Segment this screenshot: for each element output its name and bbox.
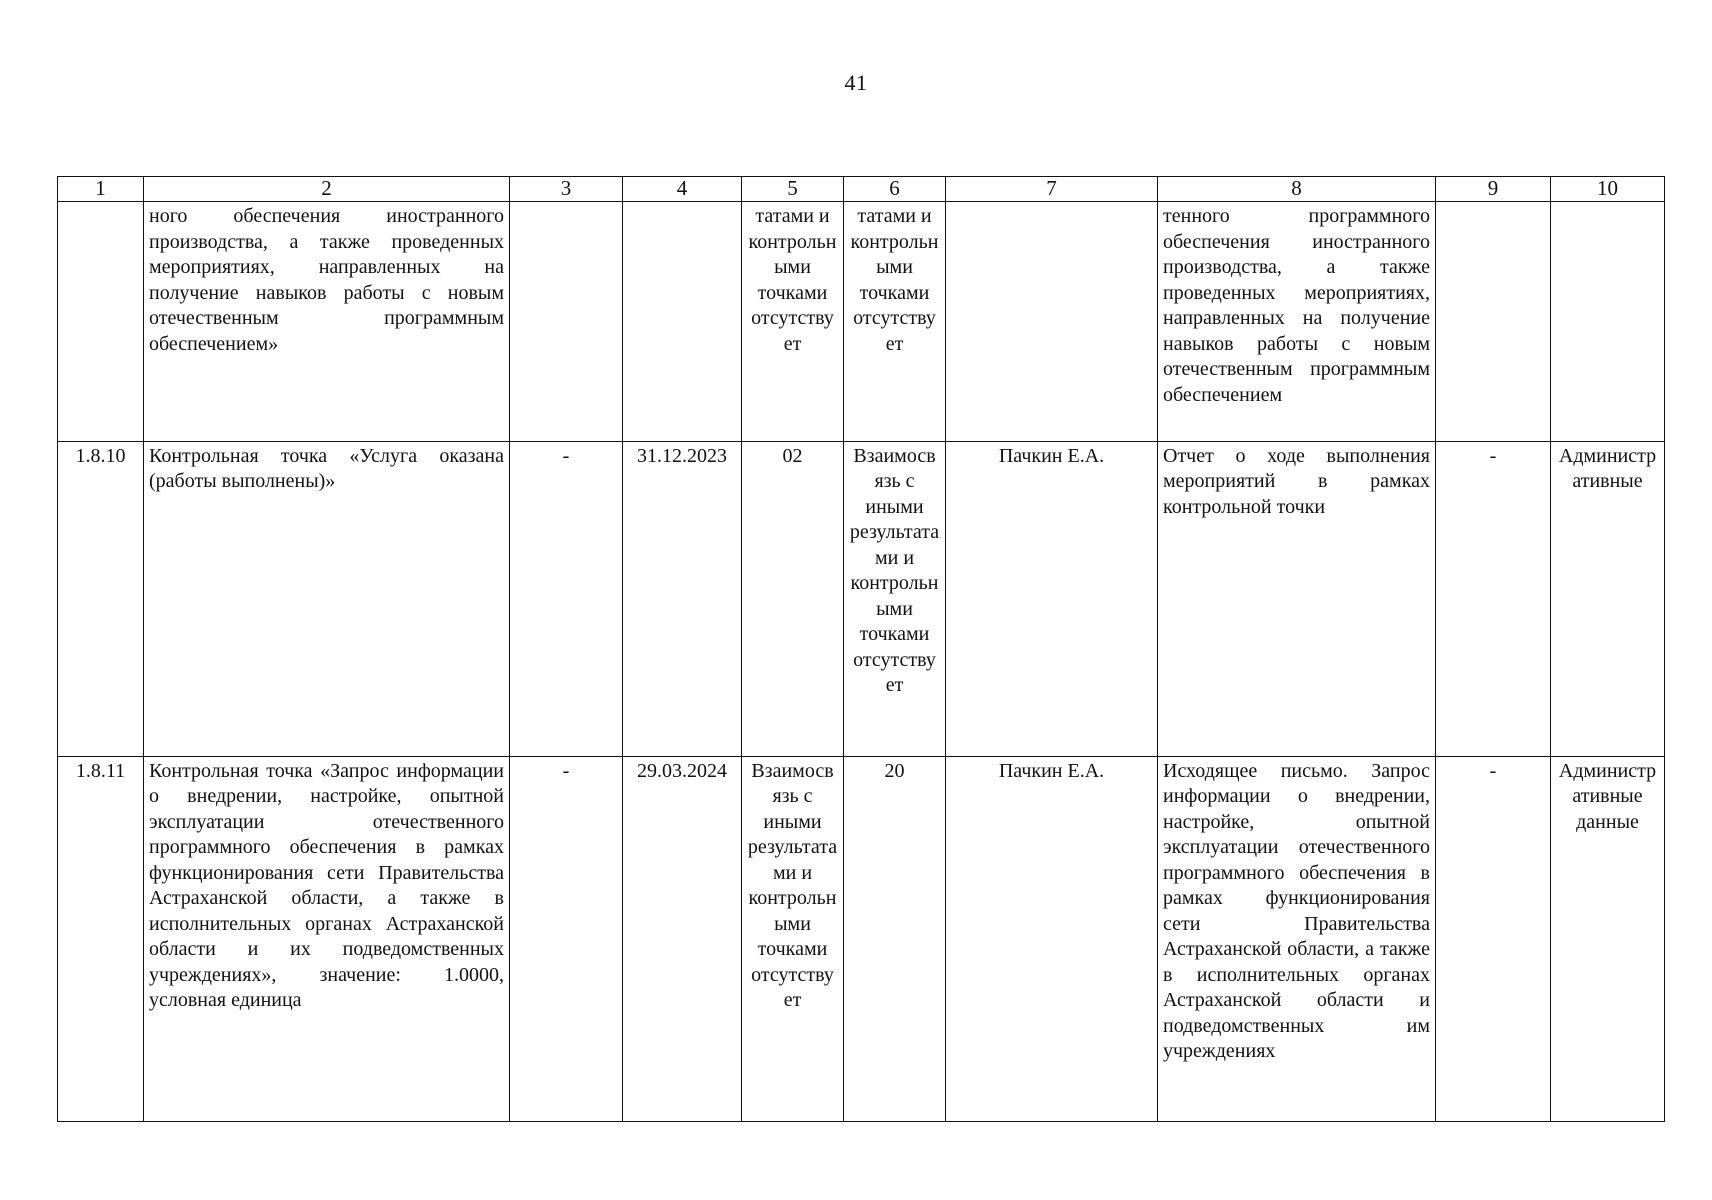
cell-col6: татами и контрольными точками отсутствует	[844, 202, 946, 442]
document-description: Отчет о ходе выполнения мероприятий в рамках контрольной точки	[1158, 441, 1436, 756]
cell-col3: -	[510, 756, 623, 1121]
column-header: 5	[742, 177, 844, 202]
column-header: 3	[510, 177, 623, 202]
cell-col5: татами и контрольными точками отсутствует	[742, 202, 844, 442]
column-header: 9	[1436, 177, 1551, 202]
due-date: 31.12.2023	[623, 441, 742, 756]
row-number: 1.8.11	[58, 756, 144, 1121]
responsible-person	[946, 202, 1158, 442]
due-date	[623, 202, 742, 442]
responsible-person: Пачкин Е.А.	[946, 756, 1158, 1121]
column-header: 4	[623, 177, 742, 202]
event-name: Контрольная точка «Запрос информации о внедрении, настройке, опытной эксплуатации отечественного программного обеспечения в рамках функционирования сети Правительства Астраханской области, а также в исполнительных органах Астраханской области и их подведомственных учреждениях», значение: 1.0000, условная единица	[144, 756, 510, 1121]
table-header-row	[58, 177, 1665, 202]
event-name: Контрольная точка «Услуга оказана (работы выполнены)»	[144, 441, 510, 756]
data-type	[1551, 202, 1665, 442]
column-header: 2	[144, 177, 510, 202]
cell-col9: -	[1436, 756, 1551, 1121]
column-header: 6	[844, 177, 946, 202]
column-header: 10	[1551, 177, 1665, 202]
page-number: 41	[844, 70, 868, 95]
table-row	[58, 202, 1665, 442]
cell-col9: -	[1436, 441, 1551, 756]
data-type: Административные	[1551, 441, 1665, 756]
table-row	[58, 756, 1665, 1121]
cell-col3	[510, 202, 623, 442]
cell-col3: -	[510, 441, 623, 756]
document-description: Исходящее письмо. Запрос информации о внедрении, настройке, опытной эксплуатации отечественного программного обеспечения в рамках функционирования сети Правительства Астраханской области, а также в исполнительных органах Астраханской области и подведомственных им учреждениях	[1158, 756, 1436, 1121]
data-type: Административные данные	[1551, 756, 1665, 1121]
column-header: 1	[58, 177, 144, 202]
document-description: тенного программного обеспечения иностранного производства, а также проведенных мероприятиях, направленных на получение навыков работы с новым отечественным программным обеспечением	[1158, 202, 1436, 442]
due-date: 29.03.2024	[623, 756, 742, 1121]
row-number	[58, 202, 144, 442]
row-number: 1.8.10	[58, 441, 144, 756]
responsible-person: Пачкин Е.А.	[946, 441, 1158, 756]
cell-col6: 20	[844, 756, 946, 1121]
column-header: 8	[1158, 177, 1436, 202]
cell-col5: 02	[742, 441, 844, 756]
cell-col9	[1436, 202, 1551, 442]
cell-col6: Взаимосвязь с иными результатами и контрольными точками отсутствует	[844, 441, 946, 756]
cell-col5: Взаимосвязь с иными результатами и контрольными точками отсутствует	[742, 756, 844, 1121]
control-points-table	[57, 176, 1665, 1122]
column-header: 7	[946, 177, 1158, 202]
event-name: ного обеспечения иностранного производства, а также проведенных мероприятиях, направленных на получение навыков работы с новым отечественным программным обеспечением»	[144, 202, 510, 442]
table-row	[58, 441, 1665, 756]
